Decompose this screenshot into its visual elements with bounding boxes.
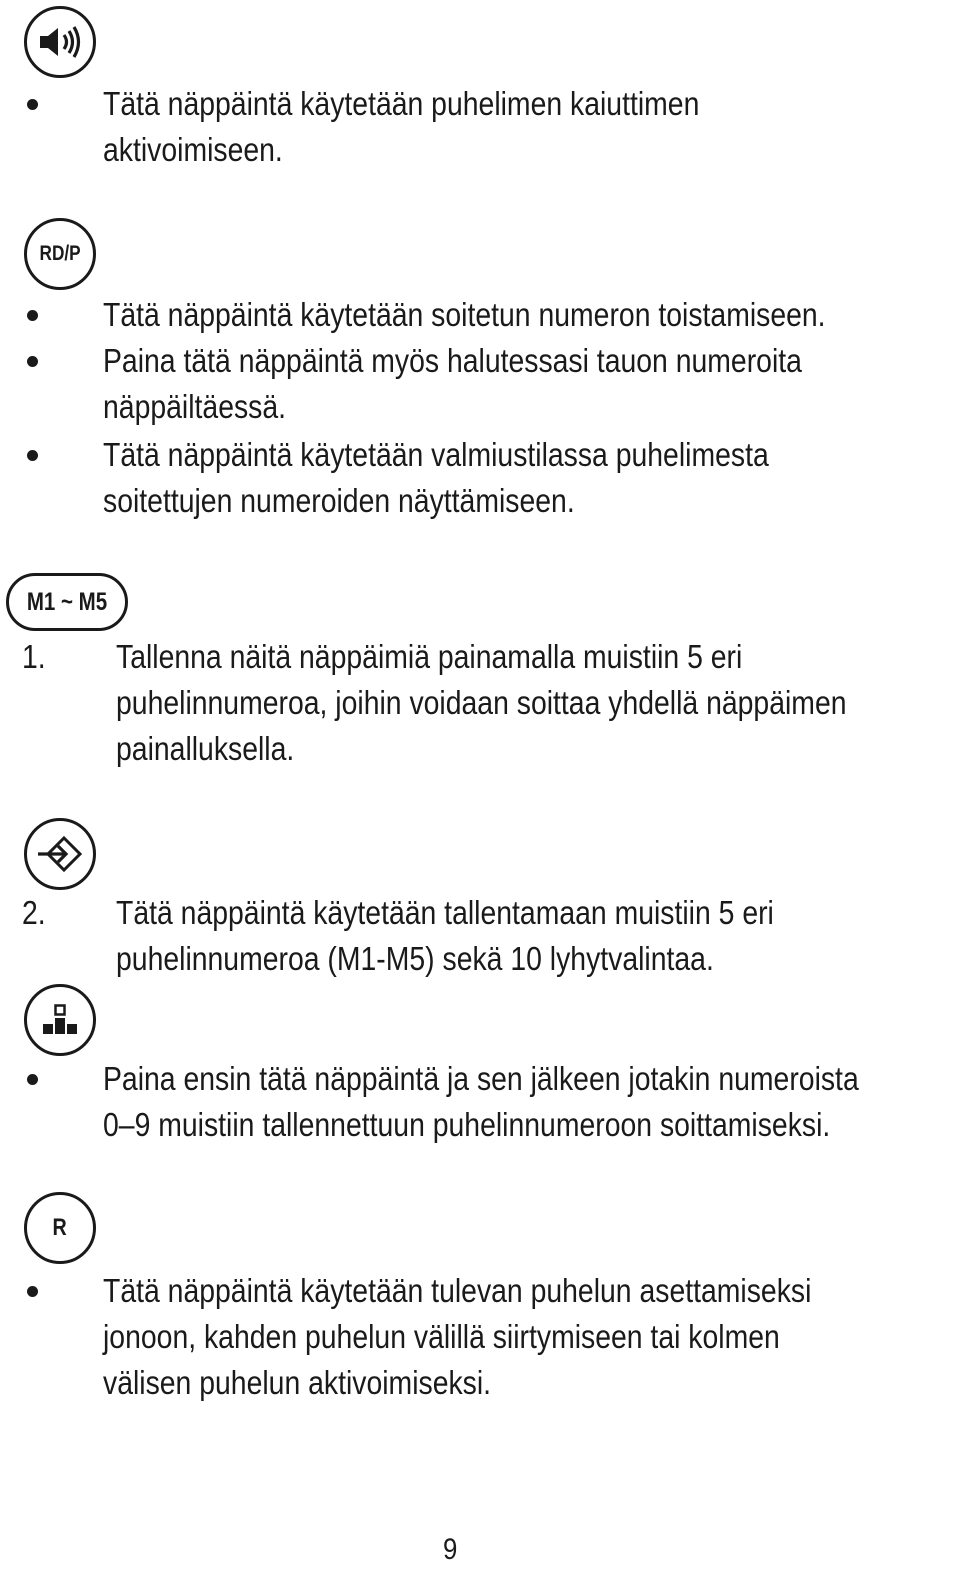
text-line: Tätä näppäintä käytetään soitetun numeron toistamiseen. [103, 296, 826, 333]
memory-recall-key [24, 984, 96, 1056]
text-line: Paina tätä näppäintä myös halutessasi tauon numeroita [103, 342, 802, 379]
text-line: Tätä näppäintä käytetään valmiustilassa puhelimesta [103, 436, 769, 473]
redial-pause-key [24, 218, 96, 290]
key-label: R [52, 1214, 68, 1241]
key-label: RD/P [39, 242, 81, 265]
bullet-icon [27, 356, 38, 367]
text-line: aktivoimiseen. [103, 131, 283, 168]
text-line: näppäiltäessä. [103, 388, 287, 425]
recall-key [24, 1192, 96, 1264]
speaker-key [24, 6, 96, 78]
bullet-icon [27, 310, 38, 321]
text-line: painalluksella. [116, 730, 295, 767]
text-line: puhelinnumeroa, joihin voidaan soittaa yhdellä näppäimen [116, 684, 847, 721]
memory-blocks-icon [39, 1002, 81, 1038]
page-number: 9 [443, 1533, 458, 1566]
text-line: Tätä näppäintä käytetään tallentamaan muistiin 5 eri [116, 894, 774, 931]
text-line: 0–9 muistiin tallennettuun puhelinnumeroon soittamiseksi. [103, 1106, 831, 1143]
speaker-icon [37, 24, 83, 60]
bullet-icon [27, 1286, 38, 1297]
text-line: jonoon, kahden puhelun välillä siirtymiseen tai kolmen [103, 1318, 780, 1355]
text-line: soitettujen numeroiden näyttämiseen. [103, 482, 575, 519]
text-line: Tätä näppäintä käytetään puhelimen kaiuttimen [103, 85, 700, 122]
store-key [24, 818, 96, 890]
bullet-icon [27, 450, 38, 461]
list-number: 1. [22, 638, 46, 675]
text-line: välisen puhelun aktivoimiseksi. [103, 1364, 492, 1401]
text-line: Tätä näppäintä käytetään tulevan puhelun asettamiseksi [103, 1272, 812, 1309]
bullet-icon [27, 1074, 38, 1085]
memory-m1-m5-key [6, 573, 128, 631]
text-line: puhelinnumeroa (M1-M5) sekä 10 lyhytvalintaa. [116, 940, 714, 977]
bullet-icon [27, 99, 38, 110]
text-line: Paina ensin tätä näppäintä ja sen jälkeen jotakin numeroista [103, 1060, 859, 1097]
key-label: M1 ~ M5 [26, 587, 108, 616]
store-arrow-icon [36, 834, 84, 874]
list-number: 2. [22, 894, 46, 931]
text-line: Tallenna näitä näppäimiä painamalla muistiin 5 eri [116, 638, 743, 675]
